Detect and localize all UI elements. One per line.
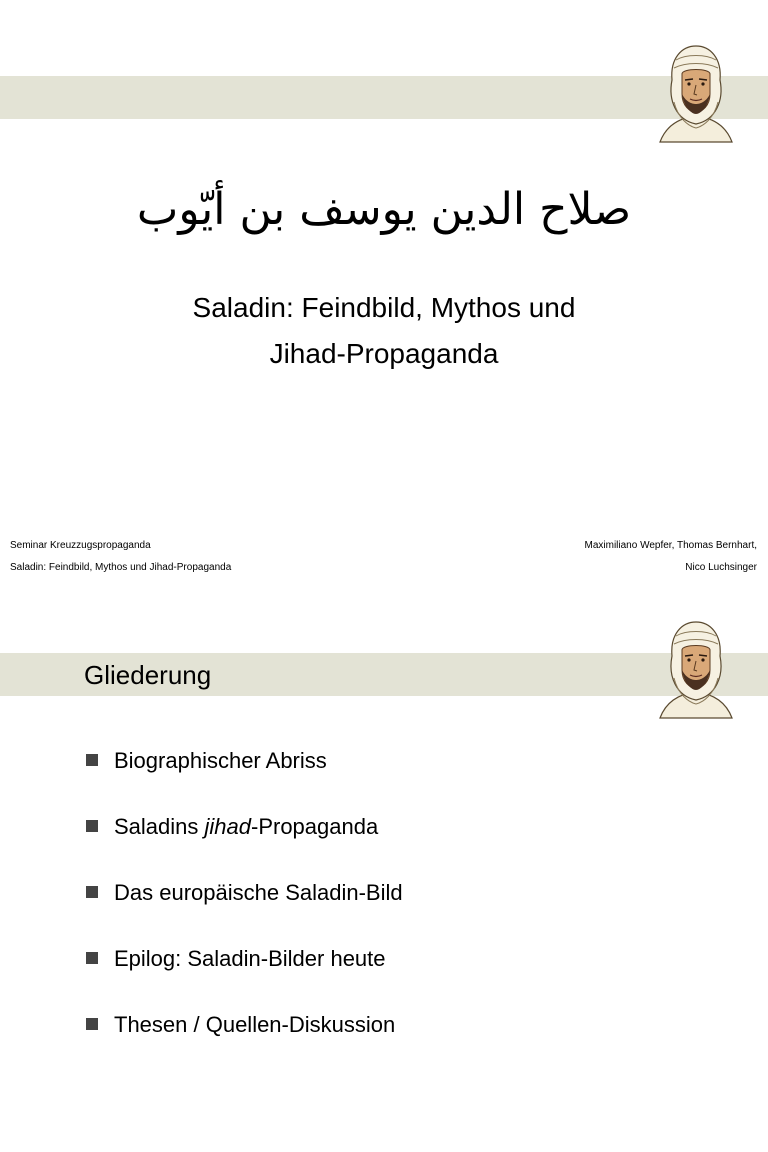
square-bullet-icon (86, 754, 98, 766)
list-item-text: Epilog: Saladin-Bilder heute (114, 946, 386, 971)
saladin-portrait-icon (652, 618, 740, 722)
subtitle (134, 285, 634, 377)
square-bullet-icon (86, 820, 98, 832)
square-bullet-icon (86, 1018, 98, 1030)
subtitle-line-1: Saladin: Feindbild, Mythos und (192, 292, 576, 323)
subtitle-line-2: Jihad-Propaganda (269, 338, 499, 369)
list-item-text: Das europäische Saladin-Bild (114, 880, 403, 905)
list-item (86, 874, 403, 940)
arabic-title: صلاح الدين يوسف بن أيّوب (136, 184, 632, 235)
footer-seminar: Seminar Kreuzzugspropaganda (10, 540, 151, 551)
list-item (86, 940, 403, 1006)
list-item (86, 742, 403, 808)
slide-heading: Gliederung (84, 660, 212, 690)
list-item-text-emphasis: jihad (204, 814, 251, 839)
saladin-portrait-icon (652, 42, 740, 146)
list-item (86, 808, 403, 874)
list-item-text: Biographischer Abriss (114, 748, 327, 773)
outline-slide (0, 576, 768, 1152)
footer-authors-2: Nico Luchsinger (685, 562, 757, 573)
list-item (86, 1006, 403, 1072)
footer-authors-1: Maximiliano Wepfer, Thomas Bernhart, (584, 540, 757, 551)
square-bullet-icon (86, 952, 98, 964)
square-bullet-icon (86, 886, 98, 898)
list-item-text: Thesen / Quellen-Diskussion (114, 1012, 396, 1037)
footer-left (10, 535, 231, 576)
list-item-text (114, 808, 378, 846)
footer-right (585, 535, 757, 576)
list-item-text-pre: Saladins (114, 814, 205, 839)
footer-title: Saladin: Feindbild, Mythos und Jihad-Propaganda (10, 562, 232, 573)
outline-list (86, 742, 403, 1072)
list-item-text-post: -Propaganda (251, 814, 379, 839)
